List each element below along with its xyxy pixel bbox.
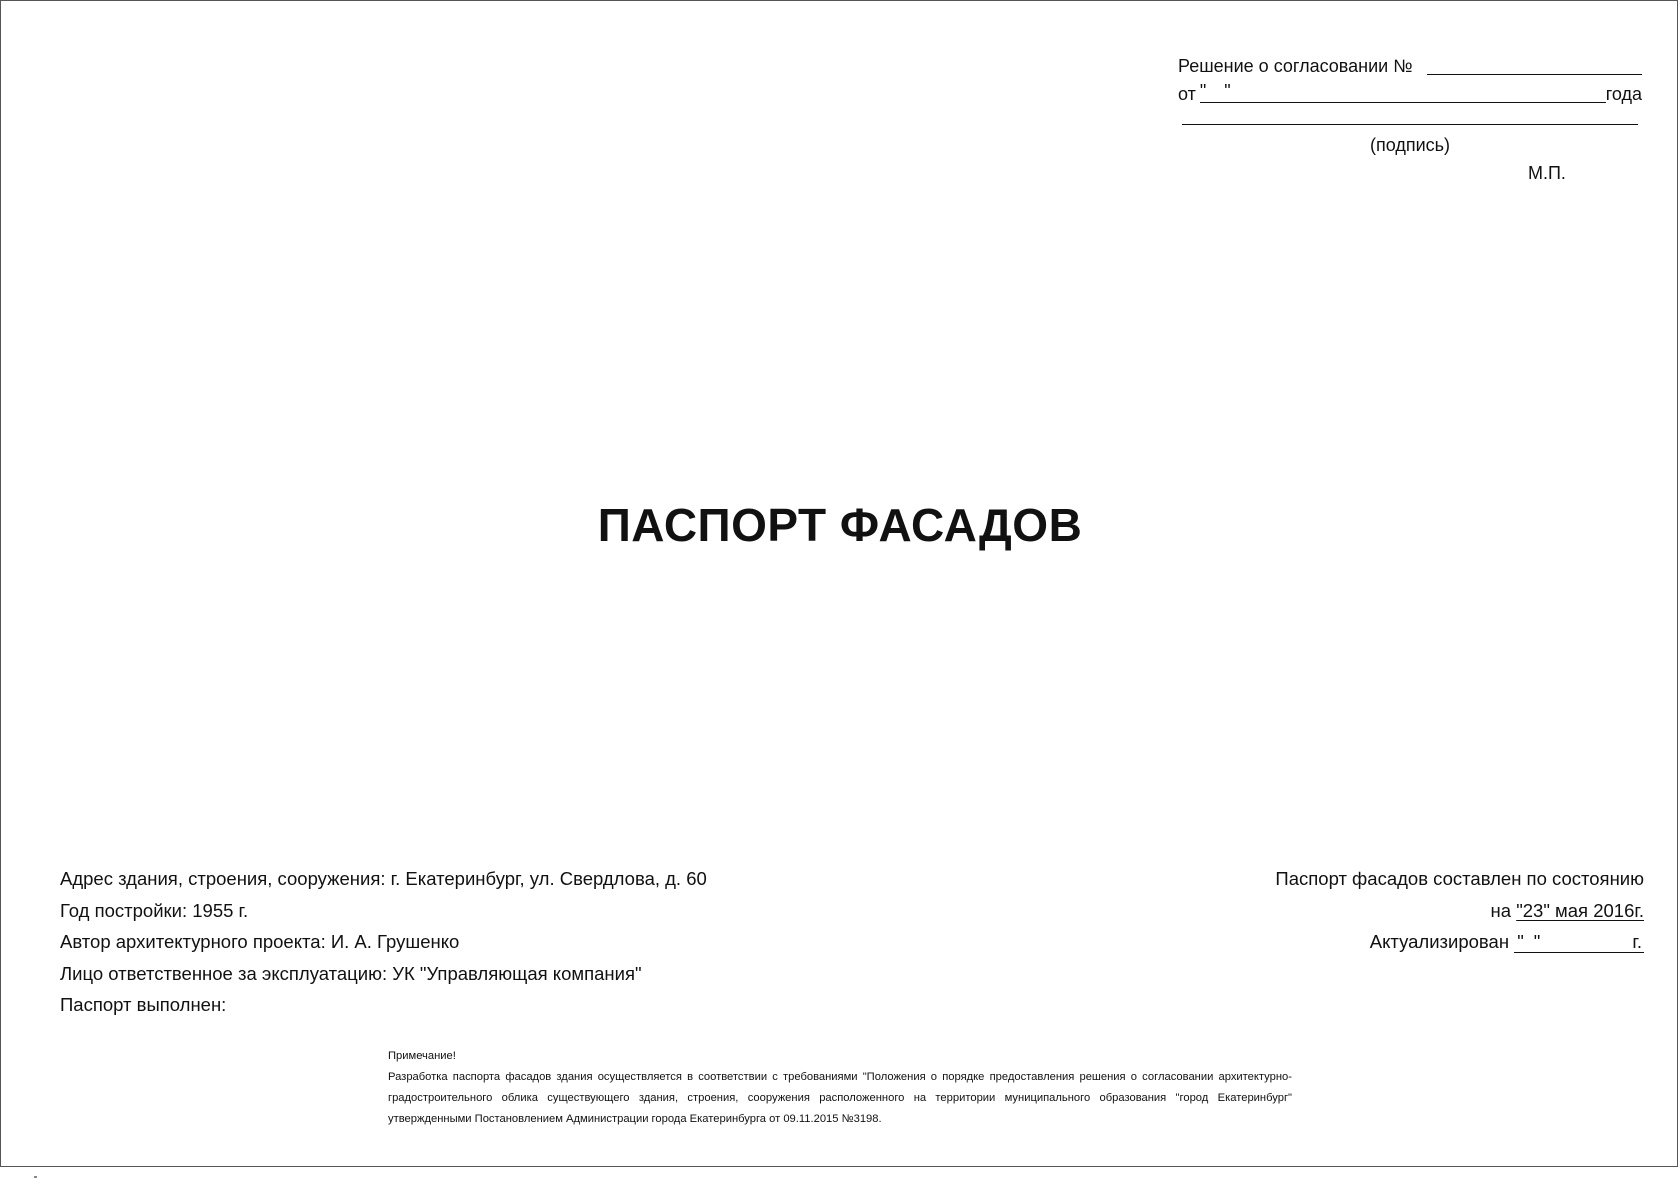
address-line: Адрес здания, строения, сооружения: г. Екатеринбург, ул. Свердлова, д. 60 [60, 868, 707, 889]
passport-status [1275, 863, 1644, 958]
updated-year-suffix: г. [1632, 931, 1642, 952]
decision-number-field[interactable] [1427, 54, 1642, 75]
decision-date-field[interactable] [1200, 80, 1606, 103]
compiled-date-row [1275, 895, 1644, 927]
building-info [60, 863, 707, 1021]
from-label: от [1178, 84, 1196, 104]
on-label: на [1490, 899, 1512, 921]
compiled-label: Паспорт фасадов составлен по состоянию [1275, 868, 1644, 889]
compiled-date: "23" мая 2016г. [1516, 899, 1644, 921]
decision-number-row [1178, 52, 1642, 80]
architect-line: Автор архитектурного проекта: И. А. Грушенко [60, 931, 460, 952]
document-title: ПАСПОРТ ФАСАДОВ [597, 499, 1083, 551]
scan-mark [34, 1176, 37, 1178]
date-close-quote: " [1224, 81, 1231, 101]
built-year-line: Год постройки: 1955 г. [60, 899, 249, 921]
performed-by-line: Паспорт выполнен: [60, 994, 227, 1015]
year-label: года [1605, 84, 1642, 104]
note-heading: Примечание! [388, 1050, 456, 1062]
responsible-line: Лицо ответственное за эксплуатацию: УК "Управляющая компания" [60, 962, 642, 984]
updated-date-field[interactable] [1514, 932, 1644, 953]
date-open-quote: " [1199, 81, 1207, 101]
signature-caption: (подпись) [1369, 135, 1451, 155]
updated-open-quote: " [1517, 931, 1524, 952]
approval-block [1178, 52, 1642, 183]
decision-label: Решение о согласовании № [1178, 56, 1413, 76]
stamp-label: М.П. [1528, 163, 1566, 183]
decision-date-row [1178, 80, 1642, 108]
note-body: Разработка паспорта фасадов здания осуществляется в соответствии с требованиями "Положения о порядке предоставления решения о согласовании архитектурно-градостроительного облика существующего здания, строения, сооружения расположенного на территории муниципального образования "город Екатеринбург" утвержденными Постановлением Администрации города Екатеринбурга от 09.11.2015 №3198. [388, 1071, 1292, 1125]
updated-label: Актуализирован [1369, 931, 1510, 952]
updated-row [1275, 926, 1644, 958]
note-block [388, 1046, 1292, 1130]
signature-line[interactable] [1182, 122, 1638, 125]
updated-close-quote: " [1533, 931, 1541, 952]
